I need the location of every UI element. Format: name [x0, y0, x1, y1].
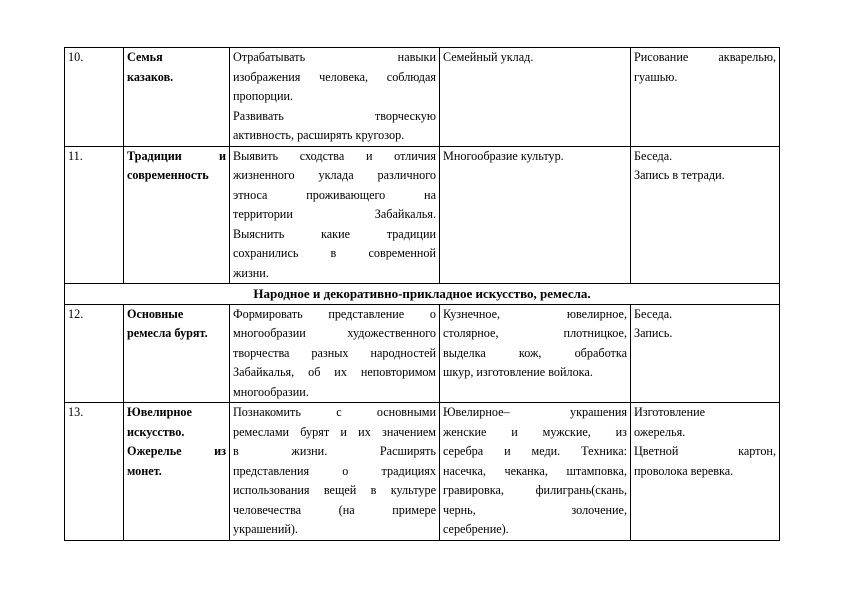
- lesson-number: 10.: [65, 48, 124, 147]
- cell-line: творчества разных народностей: [233, 345, 436, 360]
- table-row: [65, 146, 780, 284]
- cell-line: активность, расширять кругозор.: [233, 128, 405, 142]
- cell-line: гуашью.: [634, 69, 678, 84]
- cell-line: чернь, золочение,: [443, 502, 627, 517]
- lesson-topic: [124, 304, 230, 403]
- cell-line: выделка кож, обработка: [443, 345, 627, 360]
- cell-line: Кузнечное, ювелирное,: [443, 306, 627, 321]
- cell-line: украшений).: [233, 522, 298, 536]
- cell-line: Цветной картон,: [634, 444, 776, 458]
- lesson-content: [440, 403, 631, 541]
- cell-line: Выяснить какие традиции: [233, 226, 436, 241]
- table-row: [65, 304, 780, 403]
- cell-line: в жизни. Расширять: [233, 444, 436, 458]
- table-body-upper: [65, 48, 780, 284]
- lesson-topic: [124, 146, 230, 284]
- cell-line: Забайкалья, об их неповторимом: [233, 365, 436, 379]
- cell-line: Рисование акварелью,: [634, 50, 776, 64]
- lesson-goals: [230, 146, 440, 284]
- cell-line: современность: [127, 168, 209, 182]
- cell-line: гравировка, филигрань(скань,: [443, 483, 627, 497]
- table-row: [65, 403, 780, 541]
- cell-line: Запись в тетради.: [634, 168, 725, 182]
- cell-line: Познакомить с основными: [233, 405, 436, 419]
- cell-line: шкур, изготовление войлока.: [443, 365, 593, 379]
- lesson-topic: [124, 48, 230, 147]
- cell-line: Изготовление: [634, 405, 706, 419]
- lesson-number: 13.: [65, 403, 124, 541]
- cell-line: территории Забайкалья.: [233, 207, 436, 221]
- cell-line: Беседа.: [634, 306, 673, 321]
- cell-line: использования вещей в культуре: [233, 483, 436, 497]
- lesson-goals: [230, 48, 440, 147]
- cell-line: насечка, чеканка, штамповка,: [443, 463, 627, 478]
- cell-line: ремесла бурят.: [127, 326, 208, 340]
- cell-line: Беседа.: [634, 148, 673, 163]
- lesson-forms: [631, 48, 780, 147]
- cell-line: Традиции и: [127, 148, 226, 163]
- cell-line: Запись.: [634, 326, 673, 340]
- lesson-content: [440, 48, 631, 147]
- section-heading: Народное и декоративно-прикладное искусство, ремесла.: [65, 284, 780, 305]
- lesson-number: 11.: [65, 146, 124, 284]
- lesson-forms: [631, 146, 780, 284]
- lesson-forms: [631, 403, 780, 541]
- table-body-lower: [65, 304, 780, 540]
- cell-line: проволока веревка.: [634, 463, 734, 478]
- cell-line: пропорции.: [233, 89, 294, 103]
- cell-line: серебрение).: [443, 522, 509, 536]
- lesson-content: [440, 304, 631, 403]
- cell-line: столярное, плотницкое,: [443, 326, 627, 340]
- cell-line: Семья: [127, 50, 163, 64]
- cell-line: представления о традициях: [233, 463, 436, 478]
- cell-line: ремеслами бурят и их значением: [233, 424, 436, 439]
- cell-line: Формировать представление о: [233, 306, 436, 321]
- lesson-topic: [124, 403, 230, 541]
- lesson-number: 12.: [65, 304, 124, 403]
- cell-line: сохранились в современной: [233, 246, 436, 260]
- cell-line: монет.: [127, 463, 162, 478]
- cell-line: многообразии.: [233, 384, 309, 399]
- cell-line: Ожерелье из: [127, 444, 226, 458]
- cell-line: Развивать творческую: [233, 108, 436, 123]
- section-heading-body: [65, 284, 780, 305]
- cell-line: ожерелья.: [634, 424, 686, 439]
- cell-line: изображения человека, соблюдая: [233, 69, 436, 84]
- cell-line: искусство.: [127, 424, 185, 439]
- lesson-forms: [631, 304, 780, 403]
- lesson-goals: [230, 304, 440, 403]
- table-row: [65, 48, 780, 147]
- cell-line: Выявить сходства и отличия: [233, 148, 436, 163]
- cell-line: этноса проживающего на: [233, 187, 436, 202]
- cell-line: серебра и меди. Техника:: [443, 444, 627, 458]
- cell-line: казаков.: [127, 69, 174, 84]
- cell-line: Ювелирное: [127, 405, 192, 419]
- lesson-content: [440, 146, 631, 284]
- cell-line: жизненного уклада различного: [233, 168, 436, 182]
- cell-line: жизни.: [233, 265, 269, 280]
- cell-line: Ювелирное– украшения: [443, 405, 627, 419]
- cell-line: человечества (на примере: [233, 502, 436, 517]
- lesson-plan-table: [64, 47, 780, 541]
- cell-line: Семейный уклад.: [443, 50, 534, 64]
- cell-line: Отрабатывать навыки: [233, 50, 436, 64]
- cell-line: Основные: [127, 306, 184, 321]
- lesson-goals: [230, 403, 440, 541]
- cell-line: Многообразие культур.: [443, 148, 564, 163]
- cell-line: женские и мужские, из: [443, 424, 627, 439]
- cell-line: многообразии художественного: [233, 326, 436, 340]
- section-heading-row: [65, 284, 780, 305]
